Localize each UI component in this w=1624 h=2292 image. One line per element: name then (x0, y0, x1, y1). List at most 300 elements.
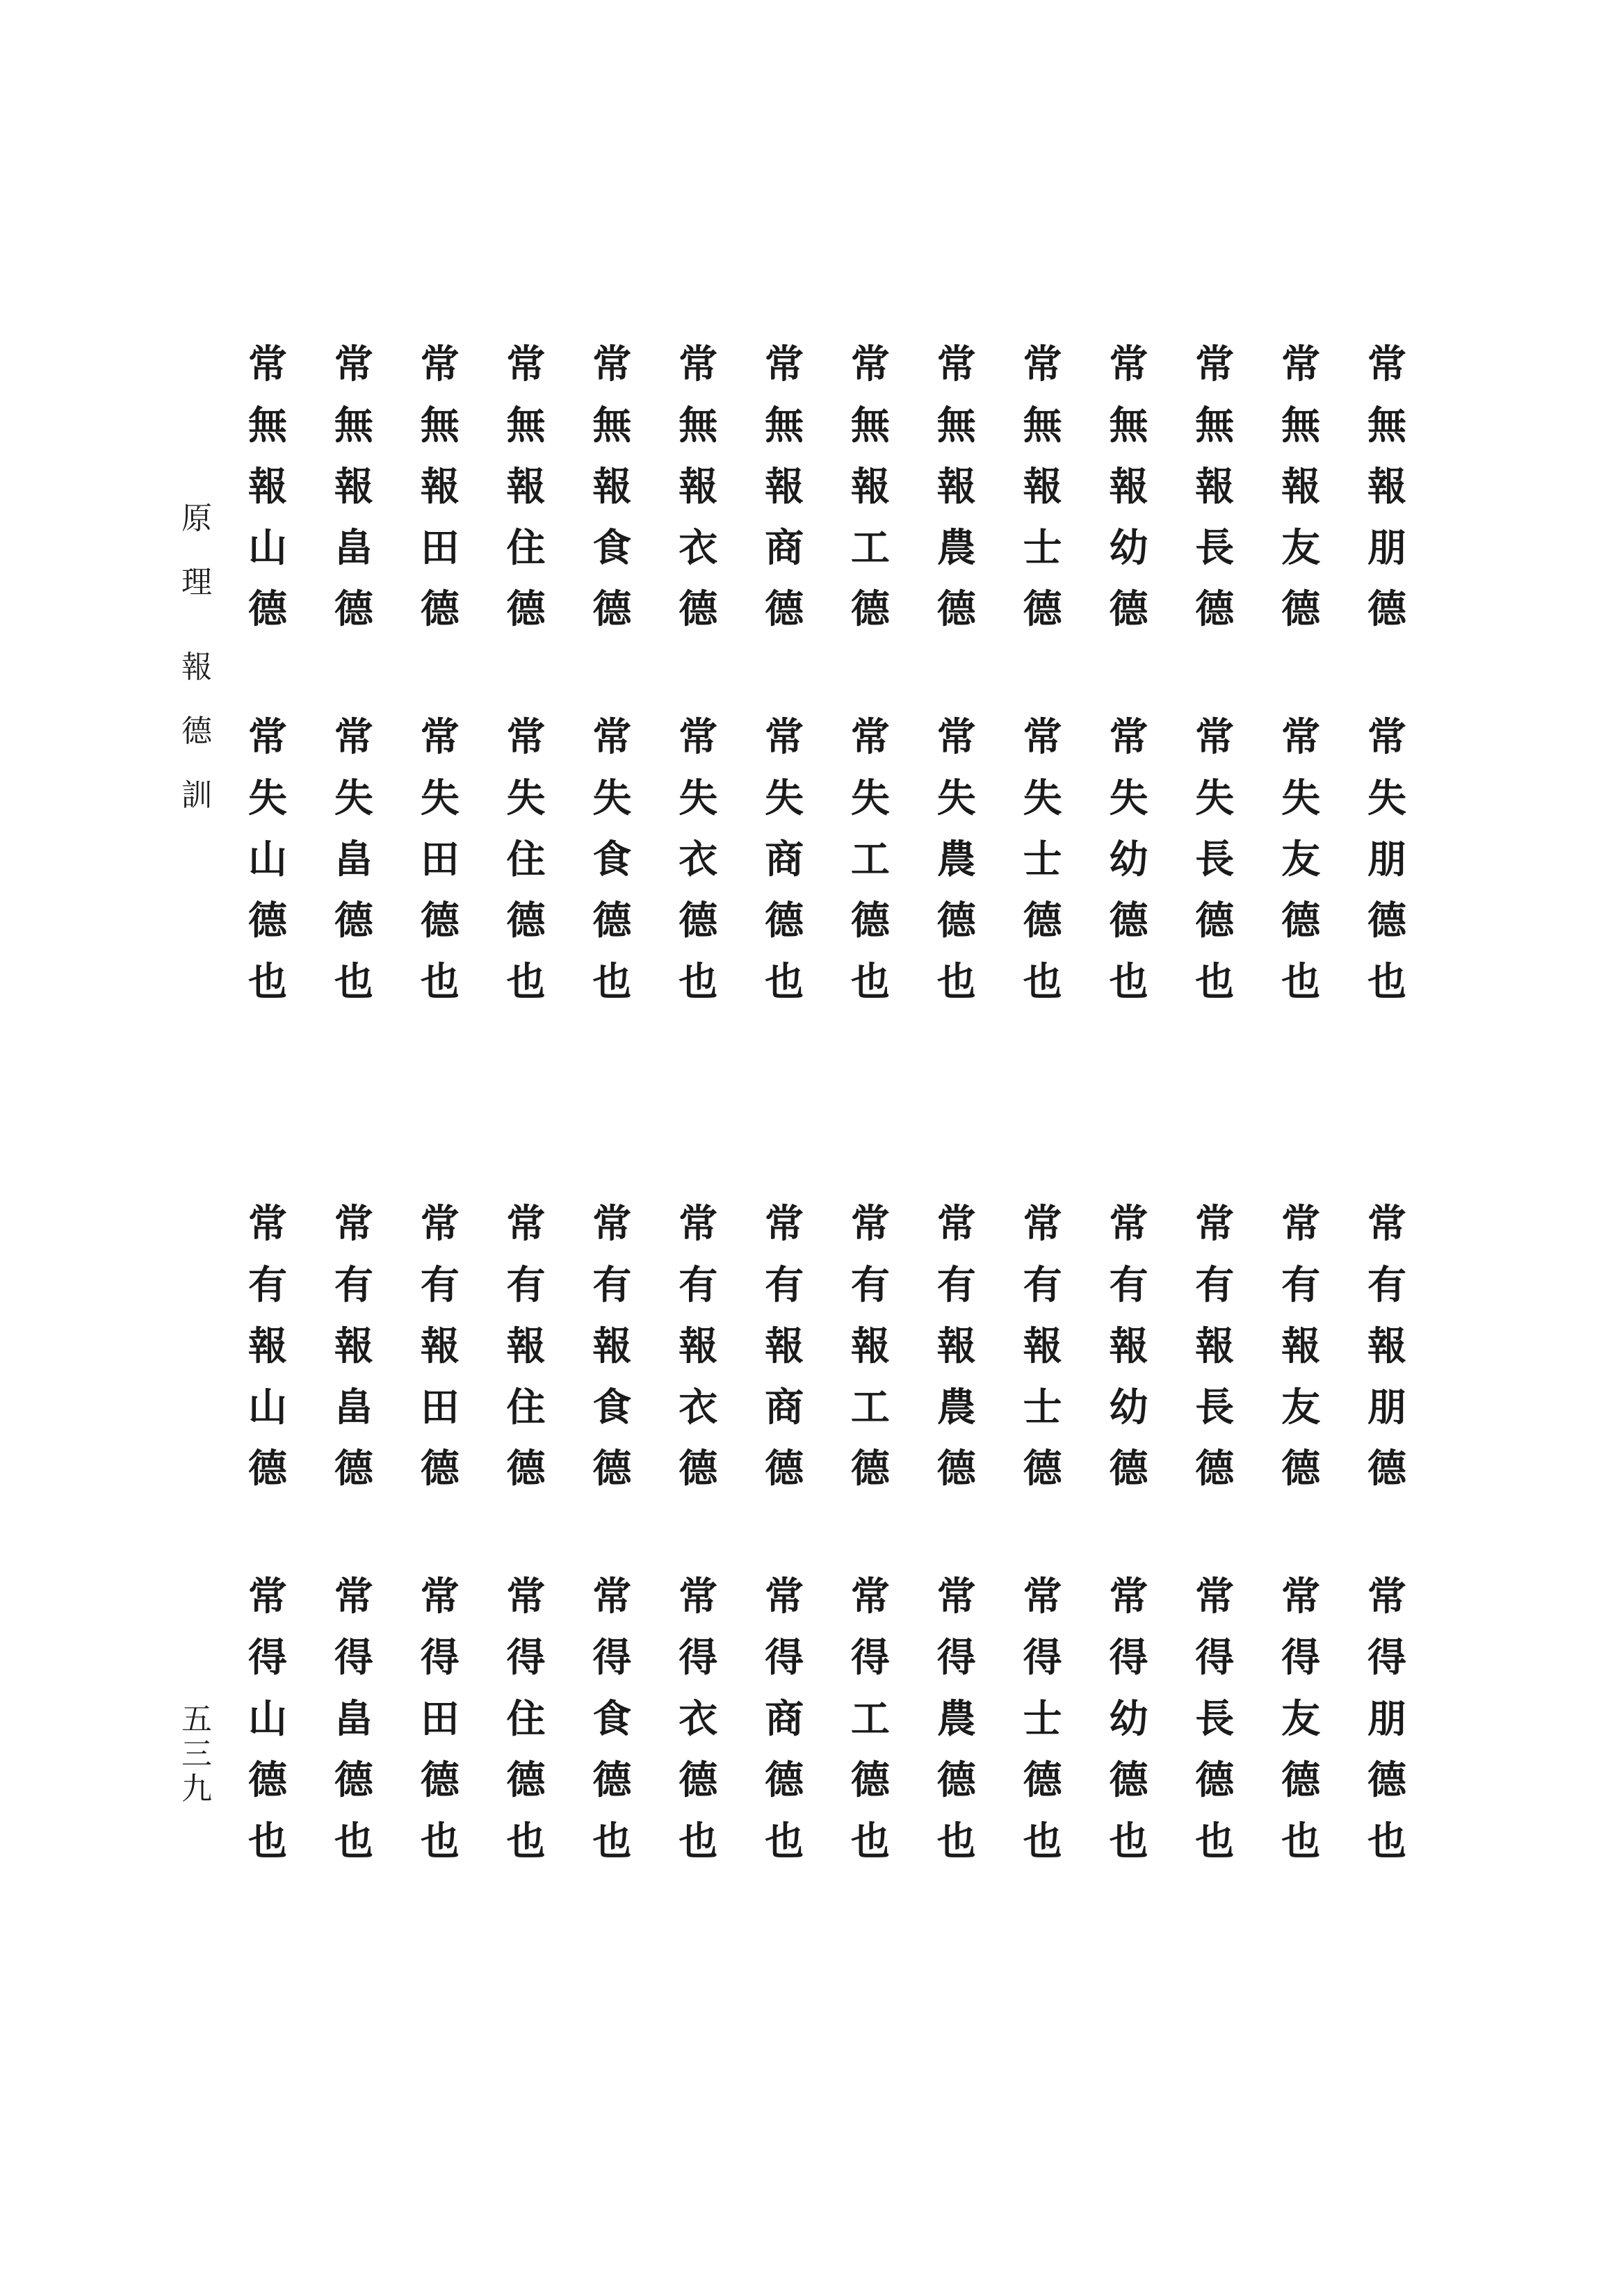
text-char: 德 (248, 1757, 287, 1803)
text-char: 報 (936, 464, 976, 510)
text-column (580, 1566, 643, 1872)
text-char: 德 (850, 898, 890, 944)
text-column (409, 1193, 471, 1499)
text-char: 報 (248, 464, 287, 510)
text-char: 農 (936, 1696, 976, 1742)
text-char: 常 (1195, 1574, 1235, 1620)
text-char: 常 (420, 1574, 460, 1620)
text-char: 報 (1109, 1323, 1148, 1369)
text-column (1012, 334, 1074, 640)
text-char: 常 (1195, 1201, 1235, 1247)
text-char: 失 (506, 775, 546, 821)
text-char: 失 (1367, 775, 1406, 821)
text-char: 德 (1281, 1757, 1321, 1803)
text-char: 也 (592, 959, 632, 1005)
text-char: 常 (592, 1201, 632, 1247)
text-block-3 (236, 1193, 1418, 1499)
text-char: 無 (936, 403, 976, 449)
text-char: 士 (1023, 525, 1062, 571)
text-char: 長 (1195, 1696, 1235, 1742)
text-char: 報 (1281, 1323, 1321, 1369)
text-column (1356, 1193, 1418, 1499)
page-number-char: 九 (181, 1771, 212, 1807)
text-char: 朋 (1367, 837, 1406, 882)
text-char: 常 (506, 341, 546, 387)
text-char: 也 (1109, 1818, 1148, 1864)
text-char: 德 (679, 898, 718, 944)
text-char: 也 (420, 959, 460, 1005)
text-char: 幼 (1109, 1385, 1148, 1430)
text-char: 山 (248, 1696, 287, 1742)
text-char: 也 (506, 959, 546, 1005)
text-char: 住 (506, 1696, 546, 1742)
text-char: 常 (850, 341, 890, 387)
text-char: 德 (1367, 898, 1406, 944)
text-char: 常 (592, 341, 632, 387)
text-char: 無 (1023, 403, 1062, 449)
text-column (667, 334, 729, 640)
text-char: 田 (420, 1696, 460, 1742)
text-column (1269, 1566, 1332, 1872)
text-char: 友 (1281, 1696, 1321, 1742)
text-char: 有 (936, 1262, 976, 1308)
text-char: 常 (679, 1574, 718, 1620)
text-column (839, 1193, 902, 1499)
page-number (172, 1702, 221, 1807)
text-char: 報 (850, 1323, 890, 1369)
text-char: 常 (679, 714, 718, 760)
text-char: 報 (420, 1323, 460, 1369)
text-char: 有 (765, 1262, 804, 1308)
text-column (1356, 334, 1418, 640)
text-char: 常 (679, 341, 718, 387)
text-char: 常 (334, 1574, 373, 1620)
text-char: 得 (420, 1635, 460, 1681)
text-column (1183, 1566, 1246, 1872)
text-char: 住 (506, 837, 546, 882)
text-char: 常 (1023, 341, 1062, 387)
text-char: 得 (1367, 1635, 1406, 1681)
text-char: 也 (1367, 959, 1406, 1005)
text-char: 也 (334, 959, 373, 1005)
text-char: 報 (248, 1323, 287, 1369)
text-char: 也 (248, 1818, 287, 1864)
text-column (495, 1193, 558, 1499)
text-char: 也 (936, 1818, 976, 1864)
text-char: 失 (420, 775, 460, 821)
text-char: 衣 (679, 525, 718, 571)
text-char: 住 (506, 525, 546, 571)
text-char: 失 (850, 775, 890, 821)
text-char: 常 (1023, 1574, 1062, 1620)
text-char: 衣 (679, 837, 718, 882)
text-char: 失 (334, 775, 373, 821)
text-char: 常 (248, 341, 287, 387)
text-column (236, 1193, 299, 1499)
text-char: 德 (248, 898, 287, 944)
text-column (925, 1193, 988, 1499)
text-char: 報 (420, 464, 460, 510)
text-char: 德 (592, 1757, 632, 1803)
text-char: 德 (506, 586, 546, 632)
text-char: 朋 (1367, 1696, 1406, 1742)
text-column (236, 1566, 299, 1872)
text-char: 常 (506, 1574, 546, 1620)
text-char: 有 (248, 1262, 287, 1308)
text-char: 無 (1281, 403, 1321, 449)
text-char: 也 (850, 959, 890, 1005)
text-char: 常 (765, 1201, 804, 1247)
text-char: 報 (936, 1323, 976, 1369)
running-title (172, 487, 221, 828)
text-char: 德 (420, 1446, 460, 1492)
text-char: 食 (592, 1696, 632, 1742)
text-column (495, 707, 558, 1012)
text-char: 有 (334, 1262, 373, 1308)
running-title-char: 報 (181, 649, 212, 685)
text-char: 德 (1367, 1757, 1406, 1803)
text-char: 士 (1023, 837, 1062, 882)
text-char: 常 (420, 341, 460, 387)
text-char: 德 (765, 898, 804, 944)
text-column (1356, 1566, 1418, 1872)
text-char: 失 (1023, 775, 1062, 821)
text-char: 德 (592, 1446, 632, 1492)
text-char: 德 (765, 1446, 804, 1492)
text-char: 無 (765, 403, 804, 449)
text-char: 畠 (334, 1696, 373, 1742)
running-title-char: 德 (181, 713, 212, 749)
text-char: 常 (936, 714, 976, 760)
text-char: 也 (679, 959, 718, 1005)
text-char: 得 (592, 1635, 632, 1681)
text-char: 常 (334, 341, 373, 387)
text-char: 常 (850, 1201, 890, 1247)
text-char: 德 (1367, 1446, 1406, 1492)
text-char: 也 (850, 1818, 890, 1864)
text-column (1269, 707, 1332, 1012)
text-char: 山 (248, 1385, 287, 1430)
text-column (1097, 1566, 1160, 1872)
text-column (1356, 707, 1418, 1012)
text-char: 農 (936, 1385, 976, 1430)
text-column (236, 707, 299, 1012)
text-column (323, 707, 385, 1012)
text-column (839, 707, 902, 1012)
text-char: 常 (679, 1201, 718, 1247)
text-char: 失 (1195, 775, 1235, 821)
text-char: 常 (1023, 1201, 1062, 1247)
text-char: 無 (1109, 403, 1148, 449)
text-char: 常 (334, 1201, 373, 1247)
text-column (839, 334, 902, 640)
text-char: 得 (248, 1635, 287, 1681)
text-char: 報 (506, 464, 546, 510)
text-char: 常 (1281, 1201, 1321, 1247)
text-char: 無 (592, 403, 632, 449)
text-char: 失 (592, 775, 632, 821)
text-char: 得 (334, 1635, 373, 1681)
text-char: 德 (1195, 898, 1235, 944)
text-char: 德 (850, 586, 890, 632)
text-char: 德 (592, 586, 632, 632)
text-char: 有 (679, 1262, 718, 1308)
text-char: 德 (420, 1757, 460, 1803)
text-char: 德 (420, 898, 460, 944)
text-char: 得 (1281, 1635, 1321, 1681)
text-char: 也 (765, 1818, 804, 1864)
text-char: 失 (679, 775, 718, 821)
text-char: 也 (1281, 959, 1321, 1005)
text-column (667, 1193, 729, 1499)
text-char: 也 (1023, 959, 1062, 1005)
text-char: 德 (1023, 586, 1062, 632)
text-char: 畠 (334, 1385, 373, 1430)
text-char: 也 (420, 1818, 460, 1864)
text-char: 也 (679, 1818, 718, 1864)
text-char: 工 (850, 1696, 890, 1742)
text-char: 德 (679, 1757, 718, 1803)
text-char: 田 (420, 837, 460, 882)
text-char: 報 (592, 1323, 632, 1369)
text-char: 常 (1109, 714, 1148, 760)
text-char: 有 (1281, 1262, 1321, 1308)
text-char: 常 (1023, 714, 1062, 760)
text-column (1012, 707, 1074, 1012)
text-char: 常 (506, 714, 546, 760)
text-char: 也 (1195, 1818, 1235, 1864)
text-char: 畠 (334, 837, 373, 882)
text-char: 無 (248, 403, 287, 449)
text-char: 常 (506, 1201, 546, 1247)
text-char: 報 (592, 464, 632, 510)
text-char: 有 (1195, 1262, 1235, 1308)
text-char: 也 (248, 959, 287, 1005)
text-char: 德 (679, 1446, 718, 1492)
text-block-2 (236, 707, 1418, 1012)
text-char: 常 (1195, 341, 1235, 387)
text-char: 有 (1109, 1262, 1148, 1308)
text-char: 無 (420, 403, 460, 449)
text-column (1012, 1193, 1074, 1499)
text-char: 常 (420, 1201, 460, 1247)
text-char: 無 (1367, 403, 1406, 449)
page-number-char: 三 (181, 1736, 212, 1772)
text-column (1183, 707, 1246, 1012)
text-char: 德 (850, 1757, 890, 1803)
text-char: 畠 (334, 525, 373, 571)
text-char: 德 (1109, 898, 1148, 944)
text-char: 報 (1195, 464, 1235, 510)
text-column (925, 1566, 988, 1872)
text-column (323, 1566, 385, 1872)
text-char: 得 (1109, 1635, 1148, 1681)
text-char: 商 (765, 1385, 804, 1430)
text-char: 常 (592, 1574, 632, 1620)
text-char: 德 (1109, 1757, 1148, 1803)
text-char: 常 (1367, 714, 1406, 760)
text-char: 德 (420, 586, 460, 632)
text-char: 常 (1109, 341, 1148, 387)
text-char: 工 (850, 837, 890, 882)
text-column (409, 334, 471, 640)
text-column (753, 1193, 815, 1499)
text-char: 常 (765, 341, 804, 387)
text-char: 失 (936, 775, 976, 821)
text-char: 德 (1195, 586, 1235, 632)
text-column (409, 707, 471, 1012)
text-char: 也 (592, 1818, 632, 1864)
text-char: 德 (248, 586, 287, 632)
text-char: 也 (1367, 1818, 1406, 1864)
text-column (925, 334, 988, 640)
text-char: 友 (1281, 525, 1321, 571)
page-number-char: 五 (181, 1702, 212, 1737)
text-column (667, 1566, 729, 1872)
text-char: 常 (1281, 1574, 1321, 1620)
text-char: 德 (936, 1446, 976, 1492)
text-char: 報 (1281, 464, 1321, 510)
text-char: 常 (936, 1201, 976, 1247)
text-char: 常 (592, 714, 632, 760)
text-char: 也 (1195, 959, 1235, 1005)
text-char: 常 (1195, 714, 1235, 760)
text-char: 德 (936, 898, 976, 944)
text-column (667, 707, 729, 1012)
text-char: 失 (1281, 775, 1321, 821)
running-title-char: 原 (181, 501, 212, 536)
text-column (753, 1566, 815, 1872)
text-char: 朋 (1367, 525, 1406, 571)
text-char: 長 (1195, 837, 1235, 882)
text-column (323, 334, 385, 640)
text-char: 常 (765, 1574, 804, 1620)
text-char: 失 (765, 775, 804, 821)
text-char: 衣 (679, 1385, 718, 1430)
text-char: 住 (506, 1385, 546, 1430)
text-char: 德 (592, 898, 632, 944)
text-char: 常 (1281, 341, 1321, 387)
text-block-4 (236, 1566, 1418, 1872)
text-char: 常 (248, 1574, 287, 1620)
text-column (580, 707, 643, 1012)
text-char: 無 (850, 403, 890, 449)
text-char: 德 (1023, 1446, 1062, 1492)
text-char: 也 (936, 959, 976, 1005)
text-char: 常 (765, 714, 804, 760)
text-char: 幼 (1109, 525, 1148, 571)
text-char: 工 (850, 525, 890, 571)
text-char: 德 (1367, 586, 1406, 632)
text-char: 友 (1281, 1385, 1321, 1430)
text-column (1012, 1566, 1074, 1872)
text-column (580, 334, 643, 640)
text-column (495, 1566, 558, 1872)
text-char: 常 (936, 341, 976, 387)
text-char: 德 (1195, 1446, 1235, 1492)
text-char: 得 (936, 1635, 976, 1681)
text-char: 工 (850, 1385, 890, 1430)
text-column (925, 707, 988, 1012)
text-column (236, 334, 299, 640)
text-column (1097, 707, 1160, 1012)
text-char: 常 (334, 714, 373, 760)
text-char: 常 (248, 1201, 287, 1247)
text-char: 士 (1023, 1696, 1062, 1742)
text-char: 德 (506, 898, 546, 944)
text-column (1097, 1193, 1160, 1499)
text-char: 德 (765, 1757, 804, 1803)
text-char: 報 (1109, 464, 1148, 510)
text-char: 無 (506, 403, 546, 449)
text-char: 幼 (1109, 837, 1148, 882)
text-char: 德 (1281, 898, 1321, 944)
text-column (323, 1193, 385, 1499)
text-char: 農 (936, 837, 976, 882)
text-char: 食 (592, 1385, 632, 1430)
text-char: 德 (1023, 898, 1062, 944)
text-char: 無 (334, 403, 373, 449)
text-char: 德 (1023, 1757, 1062, 1803)
text-char: 報 (765, 1323, 804, 1369)
text-char: 常 (1367, 1201, 1406, 1247)
text-char: 常 (248, 714, 287, 760)
text-char: 得 (1023, 1635, 1062, 1681)
text-char: 也 (506, 1818, 546, 1864)
text-char: 也 (765, 959, 804, 1005)
text-char: 德 (334, 1446, 373, 1492)
text-char: 得 (506, 1635, 546, 1681)
text-char: 常 (1367, 1574, 1406, 1620)
text-char: 農 (936, 525, 976, 571)
text-char: 德 (1109, 586, 1148, 632)
text-char: 報 (850, 464, 890, 510)
text-char: 德 (1281, 1446, 1321, 1492)
text-char: 常 (420, 714, 460, 760)
text-column (1183, 1193, 1246, 1499)
text-column (580, 1193, 643, 1499)
text-char: 士 (1023, 1385, 1062, 1430)
text-char: 有 (592, 1262, 632, 1308)
text-char: 常 (1367, 341, 1406, 387)
text-char: 德 (334, 586, 373, 632)
text-char: 有 (506, 1262, 546, 1308)
text-char: 報 (679, 464, 718, 510)
text-column (753, 707, 815, 1012)
text-char: 也 (1023, 1818, 1062, 1864)
text-char: 報 (679, 1323, 718, 1369)
text-char: 食 (592, 837, 632, 882)
text-column (753, 334, 815, 640)
text-char: 德 (765, 586, 804, 632)
text-char: 衣 (679, 1696, 718, 1742)
text-char: 山 (248, 525, 287, 571)
text-char: 德 (850, 1446, 890, 1492)
text-char: 商 (765, 1696, 804, 1742)
text-char: 報 (1367, 464, 1406, 510)
text-char: 山 (248, 837, 287, 882)
text-char: 得 (765, 1635, 804, 1681)
text-char: 田 (420, 1385, 460, 1430)
text-char: 幼 (1109, 1696, 1148, 1742)
text-char: 也 (334, 1818, 373, 1864)
text-char: 失 (1109, 775, 1148, 821)
text-char: 報 (765, 464, 804, 510)
text-char: 報 (506, 1323, 546, 1369)
text-char: 報 (1195, 1323, 1235, 1369)
text-char: 得 (679, 1635, 718, 1681)
text-char: 常 (1109, 1574, 1148, 1620)
